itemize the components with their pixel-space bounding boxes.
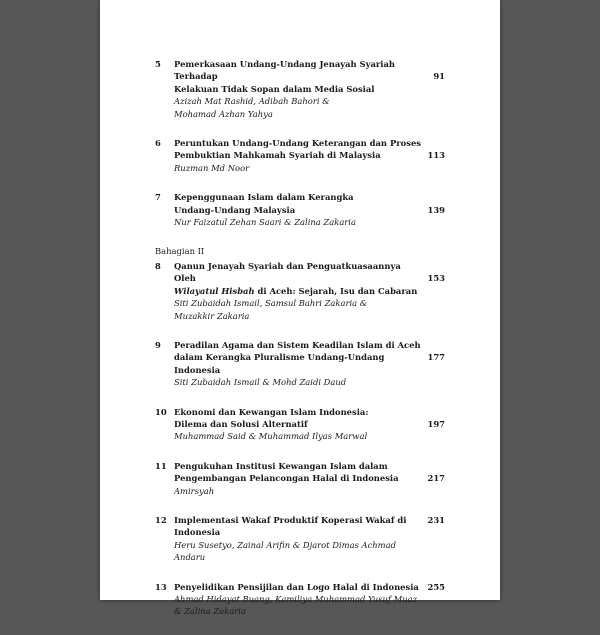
chapter-body	[174, 191, 421, 228]
chapter-title-line	[174, 285, 421, 297]
page-number: 177	[427, 352, 445, 363]
chapter-number: 13	[155, 581, 167, 592]
toc-entry	[155, 339, 445, 389]
author-line: Siti Zubaidah Ismail, Samsul Bahri Zakaria &	[174, 298, 368, 309]
chapter-body	[174, 581, 421, 618]
chapter-authors	[174, 485, 421, 497]
table-of-contents	[155, 58, 445, 635]
chapter-title-rest: di Aceh: Sejarah, Isu dan Cabaran	[254, 285, 418, 296]
chapter-number: 12	[155, 514, 167, 525]
chapter-title-line: Pengembangan Pelancongan Halal di Indonesia	[174, 473, 399, 484]
chapter-authors	[174, 95, 421, 120]
toc-entry	[155, 514, 445, 564]
author-line: Siti Zubaidah Ismail & Mohd Zaidi Daud	[174, 377, 347, 388]
chapter-number: 5	[155, 59, 161, 69]
chapter-authors	[174, 297, 421, 322]
chapter-title-line: Undang-Undang Malaysia	[174, 204, 296, 215]
chapter-title-line: Pemerkasaan Undang-Undang Jenayah Syariah Terhadap	[174, 59, 395, 82]
author-line: Muzakkir Zakaria	[174, 310, 250, 321]
chapter-title	[174, 339, 421, 376]
author-line: Amirsyah	[174, 485, 215, 496]
chapter-number: 11	[155, 460, 167, 471]
toc-entry	[155, 137, 445, 174]
author-line: Azizah Mat Rashid, Adibah Bahori &	[174, 96, 330, 107]
author-line: & Zalina Zakaria	[174, 606, 246, 617]
chapter-title-line: Kepenggunaan Islam dalam Kerangka	[174, 192, 354, 203]
page-number: 91	[433, 71, 445, 82]
chapter-title-line: Ekonomi dan Kewangan Islam Indonesia:	[174, 406, 369, 417]
chapter-title	[174, 514, 421, 539]
author-line: Ahmad Hidayat Buang, Kamiliya Muhammad Yusuf Muaz	[174, 594, 418, 604]
chapter-title	[174, 191, 421, 216]
chapter-title-line: Implementasi Wakaf Produktif Koperasi Wakaf di Indonesia	[174, 514, 407, 538]
chapter-title-line: Pembuktian Mahkamah Syariah di Malaysia	[174, 150, 381, 161]
toc-group-part-ii	[155, 339, 445, 618]
chapter-body	[174, 460, 421, 497]
toc-entry	[155, 260, 445, 322]
chapter-authors	[174, 216, 421, 228]
chapter-authors	[174, 376, 421, 388]
chapter-number: 10	[155, 406, 167, 417]
page-number: 153	[427, 273, 445, 284]
author-line: Ruzman Md Noor	[174, 162, 250, 173]
chapter-body	[174, 406, 421, 443]
page-number: 113	[427, 150, 445, 161]
chapter-body	[174, 339, 421, 389]
chapter-title-line: dalam Kerangka Pluralisme Undang-Undang Indonesia	[174, 352, 385, 375]
chapter-number: 8	[155, 260, 161, 271]
chapter-authors	[174, 162, 421, 174]
chapter-title-line: Dilema dan Solusi Alternatif	[174, 418, 308, 429]
toc-entry	[155, 460, 445, 497]
toc-entry	[155, 406, 445, 443]
toc-entry	[155, 581, 445, 618]
chapter-body	[174, 260, 421, 322]
chapter-title	[174, 406, 421, 431]
chapter-title	[174, 460, 421, 485]
chapter-authors	[174, 539, 421, 564]
chapter-title-italic: Wilayatul Hisbah	[174, 285, 255, 296]
chapter-body	[174, 137, 421, 174]
chapter-title	[174, 137, 421, 162]
chapter-authors	[174, 430, 421, 442]
chapter-number: 6	[155, 138, 161, 149]
chapter-number: 7	[155, 192, 161, 203]
chapter-title-line: Peradilan Agama dan Sistem Keadilan Islam di Aceh	[174, 339, 421, 350]
author-line: Muhammad Said & Muhammad Ilyas Marwal	[174, 431, 368, 442]
chapter-title	[174, 260, 421, 297]
toc-entry	[155, 58, 445, 120]
chapter-body	[174, 514, 421, 564]
chapter-title	[174, 581, 421, 593]
chapter-number: 9	[155, 339, 161, 350]
author-line: Mohamad Azhan Yahya	[174, 108, 273, 119]
chapter-title-line: Qanun Jenayah Syariah dan Penguatkuasaannya Oleh	[174, 260, 401, 284]
author-line: Nur Faizatul Zehan Saari & Zalina Zakaria	[174, 217, 356, 228]
chapter-body	[174, 58, 421, 120]
page-number: 231	[427, 514, 445, 525]
chapter-title-line: Pengukuhan Institusi Kewangan Islam dalam	[174, 460, 388, 471]
page-number: 255	[427, 581, 445, 592]
toc-group-part-i	[155, 58, 445, 228]
page-number: 217	[427, 473, 445, 484]
page-number: 139	[427, 204, 445, 215]
author-line: Heru Susetyo, Zainal Arifin & Djarot Dimas Achmad Andaru	[174, 539, 396, 563]
chapter-title-line: Penyelidikan Pensijilan dan Logo Halal di Indonesia	[174, 581, 419, 592]
chapter-title	[174, 58, 421, 95]
page-number: 197	[427, 418, 445, 429]
part-heading: Bahagian II	[155, 246, 205, 257]
chapter-authors	[174, 593, 421, 618]
chapter-title-line: Kelakuan Tidak Sopan dalam Media Sosial	[174, 83, 375, 94]
toc-entry	[155, 191, 445, 228]
document-page	[100, 0, 500, 617]
chapter-title-line: Peruntukan Undang-Undang Keterangan dan Proses	[174, 138, 421, 149]
